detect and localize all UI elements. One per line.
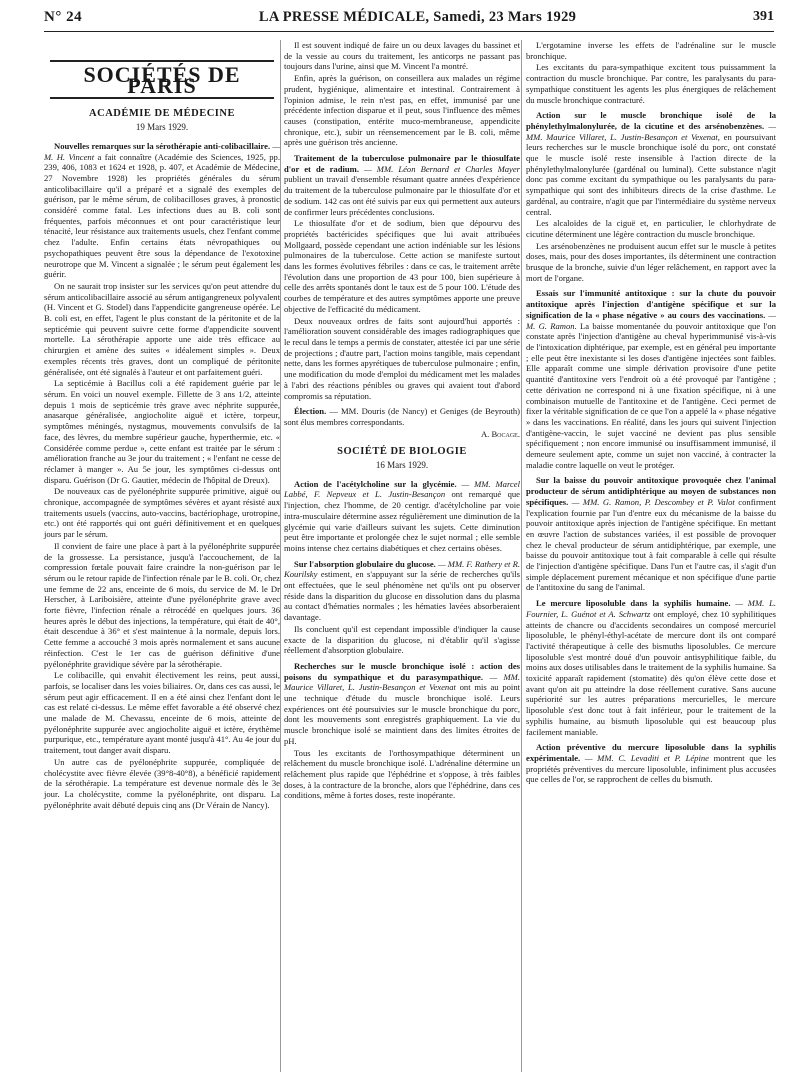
article-text: montrent que les propriétés préventives du mercure liposoluble, infiniment plus accusées que celles de l'or, se rapprochent de celles du bismuth. (526, 753, 776, 785)
paragraph: Ils concluent qu'il est cependant impossible d'indiquer la cause exacte de la disparition du glucose, ni d'établir qu'il s'agisse réellement d'absorption globulaire. (284, 623, 520, 656)
section-masthead: SOCIÉTÉS DE PARIS (50, 60, 274, 99)
academie-date: 19 Mars 1929. (135, 122, 189, 133)
article-title: Nouvelles remarques sur la sérothérapie anti-colibacillaire. (54, 140, 271, 151)
paragraph: Enfin, après la guérison, on conseillera aux malades un régime prudent, hygiénique, alimentaire et intestinal. Contrairement à l'opinion admise, le rein n'est pas, en effet, immunisé par une précédente infection disparue et il peut, sous l'influence des mêmes causes (constipation, entérite muco-membraneuse, appendicite chronique, etc.), subir un réensemencement par le B. coli, même après une guérison très ancienne. (284, 73, 520, 148)
paragraph: Il est souvent indiqué de faire un ou deux lavages du bassinet et de la vessie au cours du traitement, les anticorps ne passant pas toujours dans l'urine, ainsi que M. Vincent l'a montré. (284, 40, 520, 72)
article-title: Action sur le muscle bronchique isolé de la phénylethylmalonylurée, de la cicutine et des arsénobenzènes. (526, 110, 776, 131)
article-authors: — MM. G. Ramon, P. Descombey et P. Valot (571, 496, 735, 507)
article-text: en poursuivant leurs recherches sur le muscle bronchique isolé du porc, ont constaté que le muscle isolé reste insensible à l'action directe de la phénylethylmalonylurée (gardénal ou luminal). Cette substance n'agit donc pas comme excitant du sympathique ou les paralysants du para-sympathique qui sont des inhibiteurs directs de la crise d'asthme. Le gardénal, au contraire, n'agit que par l'intermédiaire du système nerveux central. (526, 131, 776, 217)
article-title: Traitement de la tuberculose pulmonaire par le thiosulfate d'or et de radium. (284, 153, 520, 174)
article-intro (526, 110, 776, 217)
article-intro (526, 742, 776, 785)
article-title: Sur l'absorption globulaire du glucose. (294, 558, 436, 569)
column-1 (44, 40, 280, 811)
article-authors: — MM. Léon Bernard et Charles Mayer (364, 163, 521, 174)
page-header (44, 4, 774, 30)
article-text: ont mis au point une technique d'étude du muscle bronchique isolé. Leurs expériences ont été poursuivies sur le muscle bronchique du porc, dont les mouvements sont enregistrés graphiquement. La vie du muscle bronchique isolé se maintient dans des limites étroites de pH. (284, 682, 521, 746)
article-intro (284, 153, 520, 217)
paragraph: Les excitants du para-sympathique excitent tous puissamment la contraction du muscle bronchique. Par contre, les paralysants du para-sympathique constituent les agents les plus énergiques de relâchement du muscle bronchique contracturé. (526, 62, 776, 105)
issue-number: N° 24 (44, 8, 83, 25)
election-text: — MM. Douris (de Nancy) et Geniges (de Beyrouth) sont élus membres correspondants. (284, 406, 520, 427)
article-title: Action de l'acétylcholine sur la glycémie. (294, 478, 457, 489)
article-title: Recherches sur le muscle bronchique isolé : action des poisons du sympathique et du parasympathique. (284, 660, 520, 682)
article-text: estiment, en s'appuyant sur la série de recherches qu'ils ont effectuées, que le seul phénomène net qu'ils ont pu observer réside dans la disparition du glucose en dissolution dans du plasma au contact d'hématies normales ; les hématies lavées absorberaient davantage. (284, 569, 520, 623)
article-intro (526, 475, 776, 593)
article-authors: — MM. Maurice Villaret, L. Justin-Besançon et Vexenat (284, 671, 520, 693)
biologie-heading: SOCIÉTÉ DE BIOLOGIE (337, 446, 467, 458)
article-intro (44, 141, 280, 280)
paragraph: La septicémie à Bacillus coli a été rapidement guérie par le sérum. En voici un nouvel exemple. Fillette de 3 ans 1/2, atteinte depuis 1 mois de septicémie très grave avec néphrite suppurée, anasarque généralisée, angiocholite aiguë et ictère, torpeur, symptômes méningés, nystagmus, mouvements convulsifs de la face, des lèvres, du membre supérieur gauche, hyperthermie, etc. « Considérée comme perdue », cette enfant est traitée par le sérum : amélioration franche au 3e jour du traitement ; « l'enfant ne cesse de réclamer à manger ». Au 5e jour, les symptômes ci-dessus ont disparu. Guérison (Dr G. Gautier, médecin de l'hôpital de Dreux). (44, 378, 280, 485)
paragraph: Deux nouveaux ordres de faits sont aujourd'hui apportés : l'amélioration souvent considérable des images radiographiques que le recul dans le temps a permis de constater, attestée ici par une série de projections ; d'autre part, l'action moins tangible, mais cependant nette, dans les formes apyrétiques de tuberculose pulmonaire ; enfin, une modification du mode d'emploi du médicament met les malades à l'abri des réactions pénibles ou graves qui avaient tout d'abord compromis sa réputation. (284, 315, 521, 401)
biologie-date: 16 Mars 1929. (375, 460, 429, 471)
article-intro (284, 559, 520, 623)
paragraph: L'ergotamine inverse les effets de l'adrénaline sur le muscle bronchique. (526, 40, 776, 61)
article-authors: — M. H. Vincent (44, 140, 280, 162)
article-text: ont remarqué que l'injection, chez l'homme, de 20 centigr. d'acétylcholine par voie intra-musculaire détermine assez régulièrement une diminution de la glycémie qui varie d'ailleurs suivant les sujets. Cette diminution peut être importante et prolongée chez le sujet normal ; elle semble moins intense chez certains diabétiques et chez certains obèses. (284, 489, 521, 553)
article-authors: — M. G. Ramon. (526, 309, 776, 331)
election-notice (284, 406, 520, 427)
paragraph: Le colibacille, qui envahit électivement les reins, peut aussi, parfois, se localiser dans les voies biliaires. Or, dans ces cas aussi, le sérum peut agir efficacement. Il en a été ainsi chez l'enfant dont le cas est relaté ci-dessus. Le même effet favorable a été observé chez une malade de M. Chevassu, enceinte de 6 mois, atteinte de pyélonéphrite suppurée avec angiocholite aiguë et ictère, érythème purpurique, etc., température ayant monté jusqu'à 41°. Au 4e jour du traitement, tout danger avait disparu. (44, 670, 280, 756)
paragraph: Le thiosulfate d'or et de sodium, bien que dépourvu des propriétés bactéricides spécifiques que lui avait attribuées Mollgaard, possède cependant une action indéniable sur les lésions pulmonaires de la tuberculose. Cette action se manifeste surtout dans les formes évolutives fébriles : dans ce cas, le traitement arrête l'évolution dans une proportion de 43 pour 100, bien supérieure à celle des arrêts spontanés dont le taux est de 5 pour 100. L'étude des courbes de température et des autres symptômes apporte une preuve objective de l'efficacité du médicament. (284, 218, 520, 314)
column-2 (284, 40, 520, 802)
article-title: Le mercure liposoluble dans la syphilis humaine. (536, 598, 731, 609)
article-text: a fait connaître (Académie des Sciences, 1925, pp. 239, 406, 1083 et 1624 et 1928, p. 407, et Académie de Médecine, 27 Novembre 1928) les propriétés générales du sérum anticolibacillaire qu'il a préparé et a signalé des exemples de guérison, par le même sérum, de colibacilloses graves, à pronostic considéré comme fatal. Les infections dues au B. coli sont fréquentes, parfois méconnues et ont pour caractéristique leur ténacité, leur résistance aux traitements usuels, chez l'enfant comme chez l'adulte. Enfin certains états névropathiques ou psychopathiques peuvent être sous la dépendance de l'exotoxine neurotrope que M. Vincent a signalée ; le sérum peut également les guérir. (44, 151, 280, 280)
article-authors: — MM. L. Fournier, L. Guénot et A. Schwartz (526, 598, 777, 619)
header-rule (44, 31, 774, 32)
paragraph: On ne saurait trop insister sur les services qu'on peut attendre du sérum anticolibacillaire associé au sérum antigangreneux polyvalent (H. Vincent et G. Stodel) dans l'appendicite gangreneuse opérée. Le B. coli est, en effet, l'agent le plus constant de la péritonite et de la septicémie qui peuvent suivre cette forme d'appendicite souvent mortelle. La sérothérapie apporte une aide très efficace au chirurgien et amène des suites « idéalement simples ». Deux exemples récents très graves, dont un compliqué de péritonite généralisée, ont été signalés à l'auteur et ont parfaitement guéri. (44, 280, 280, 377)
paragraph: De nouveaux cas de pyélonéphrite suppurée primitive, aiguë ou chronique, accompagnée de symptômes sévères et ayant résisté aux traitements usuels (vaccins, auto-vaccins, bactériophage, urotropine, etc.) ont été rapportés qui ont guéri définitivement et en quelques jours par le sérum. (44, 486, 280, 540)
academie-heading: ACADÉMIE DE MÉDECINE (89, 108, 235, 120)
journal-title: LA PRESSE MÉDICALE, Samedi, 23 Mars 1929 (258, 8, 577, 25)
article-title: Essais sur l'immunité antitoxique : sur la chute du pouvoir antitoxique après l'injection d'antigène spécifique et sur la signification de la « phase négative » au cours des vaccinations. (526, 288, 776, 320)
paragraph: Un autre cas de pyélonéphrite suppurée, compliquée de cholécystite avec fièvre élevée (39°8-40°8), a bénéficié rapidement de la sérothérapie. La température est devenue normale dès le 3e jour. La cholécystite, comme la pyélonéphrite, ont disparu. La pyélonéphrite avait débuté depuis cinq ans (Dr Vérain de Nancy). (44, 756, 280, 810)
article-authors: — MM. Marcel Labbé, F. Nepveux et L. Justin-Besançon (284, 478, 520, 500)
article-intro (284, 479, 520, 554)
column-3 (526, 40, 776, 786)
article-authors: — MM. F. Rathery et R. Kourilsky (284, 558, 520, 580)
paragraph: Tous les excitants de l'orthosympathique déterminent un relâchement du muscle bronchique isolé. L'adrénaline détermine un relâchement plus rapide que l'éphédrine et s'oppose, à très faibles doses, à la contracture de la bronche, alors que l'éphédrine, dans ces conditions, même à fortes doses, reste inopérante. (284, 747, 520, 801)
article-authors: — MM. Maurice Villaret, L. Justin-Besançon et Vexenat, (526, 120, 776, 142)
article-intro (284, 661, 520, 747)
article-title: Sur la baisse du pouvoir antitoxique provoquée chez l'animal producteur de sérum antidiphtérique au moyen de substances non spécifiques. (526, 475, 776, 507)
article-intro (526, 288, 776, 470)
article-text: confirment l'explication fournie par l'un d'entre eux du mécanisme de la baisse du pouvoir antitoxique après injection de l'antigène spécifique. En mettant en œuvre l'action de substances variées, il est possible de provoquer chez le cheval producteur de sérum antidiphtérique, par exemple, une baisse du pouvoir antitoxique tout à fait comparable à celle qui résulte de l'injection d'antigène spécifique. Dans l'un et l'autre cas, il s'agit d'un simple déplacement purement mécanique et non spécifique d'une partie de l'antitoxine du sang de l'animal. (526, 496, 776, 593)
article-text: ont employé, chez 10 syphilitiques atteints de chancre ou d'accidents secondaires un composé mercuriel liposoluble, le phényl-éthyl-acétate de mercure dont ils ont comparé l'activité thérapeutique à celle des bismuths liposolubles. Ce mercure liposoluble s'est montré doué d'un pouvoir antisyphilitique faible, du moins aux doses utilisables dans le traitement de la syphilis humaine. Sa toxicité apparaît rapidement (stomatite) dès qu'on élève cette dose et avant qu'on ait pu atteindre la dose réellement curative. Sans aucune supériorité sur les autres préparations mercurielles, le mercure liposoluble s'est donc tout à fait inférieur, pour le traitement de la syphilis humaine, au bismuth liposoluble qui est beaucoup plus facilement maniable. (526, 608, 777, 737)
page-number: 391 (753, 9, 774, 24)
article-authors: — MM. C. Levaditi et P. Lépine (584, 753, 709, 763)
paragraph: Les alcaloïdes de la ciguë et, en particulier, le chlorhydrate de cicutine déterminent une légère contraction du muscle bronchique. (526, 218, 776, 239)
article-text: publient un travail d'ensemble résumant quatre années d'expérience du traitement de la tuberculose pulmonaire par le thiosulfate d'or et de sodium. 142 cas ont été suivis par eux qui permettent aux auteurs de confirmer leurs précédentes conclusions. (284, 174, 520, 217)
paragraph: Les arsénobenzènes ne produisent aucun effet sur le muscle à petites doses, mais, pour des doses importantes, ils déterminent une contraction brusque de la bronche, suivie d'un léger relâchement, en rapport avec la mort de l'organe. (526, 240, 776, 283)
article-intro (526, 598, 776, 737)
article-title: Action préventive du mercure liposoluble dans la syphilis expérimentale. (526, 742, 776, 763)
article-text: La baisse momentanée du pouvoir antitoxique que l'on constate après l'injection d'antigène au cheval hyperimmunisé vis-à-vis de l'intoxication diphtérique, par exemple, est en général peu importante ; elle peut être inexistante si les doses d'antigène injectées sont faibles. Elle apparaît comme une simple dérivation provisoire d'une petite quantité d'antitoxine vers l'endroit où a été provoqué par l'antigène ; cette dérivation ne correspond ni à une fixation spécifique, ni à une combinaison mutuelle de l'antitoxine et de l'antigène. Ceci permet de fixer la véritable signification de ce que l'on a appelé la « phase négative » dans les vaccinations. En réalité, dans les jours qui suivent l'injection d'antigène-vaccin, le sujet vacciné ne devient pas plus sensible spécifiquement ; non encore immunisé ou insuffisamment immunisé, il demeure seulement apte, comme un sujet non vacciné, à contracter la maladie contre laquelle on veut le protéger. (526, 320, 776, 470)
paragraph: Il convient de faire une place à part à la pyélonéphrite suppurée de la grossesse. La persistance, jusqu'à l'accouchement, de la compression fœtale pouvait faire craindre la non-guérison par le sérum ou le retour rapide de l'infection rénale par le B. coli. Or, chez une femme de 22 ans, enceinte de 6 mois, du service de M. le Dr Herscher, à Lariboisière, atteinte d'une pyélonéphrite grave avec forte fièvre, l'infection rénale a rétrocédé en quelques jours. 36 heures après le début des injections, la température, qui était de 40°, était descendue à 36° et s'est maintenue à la normale, depuis lors. Cette femme a accouché 3 mois après normalement et sans aucune réinfection. C'est le 1er cas de guérison définitive d'une pyélonéphrite gravidique sévère par la sérothérapie. (44, 540, 281, 669)
signature: A. Bocage. (480, 428, 520, 439)
election-label: Élection. (294, 406, 327, 417)
